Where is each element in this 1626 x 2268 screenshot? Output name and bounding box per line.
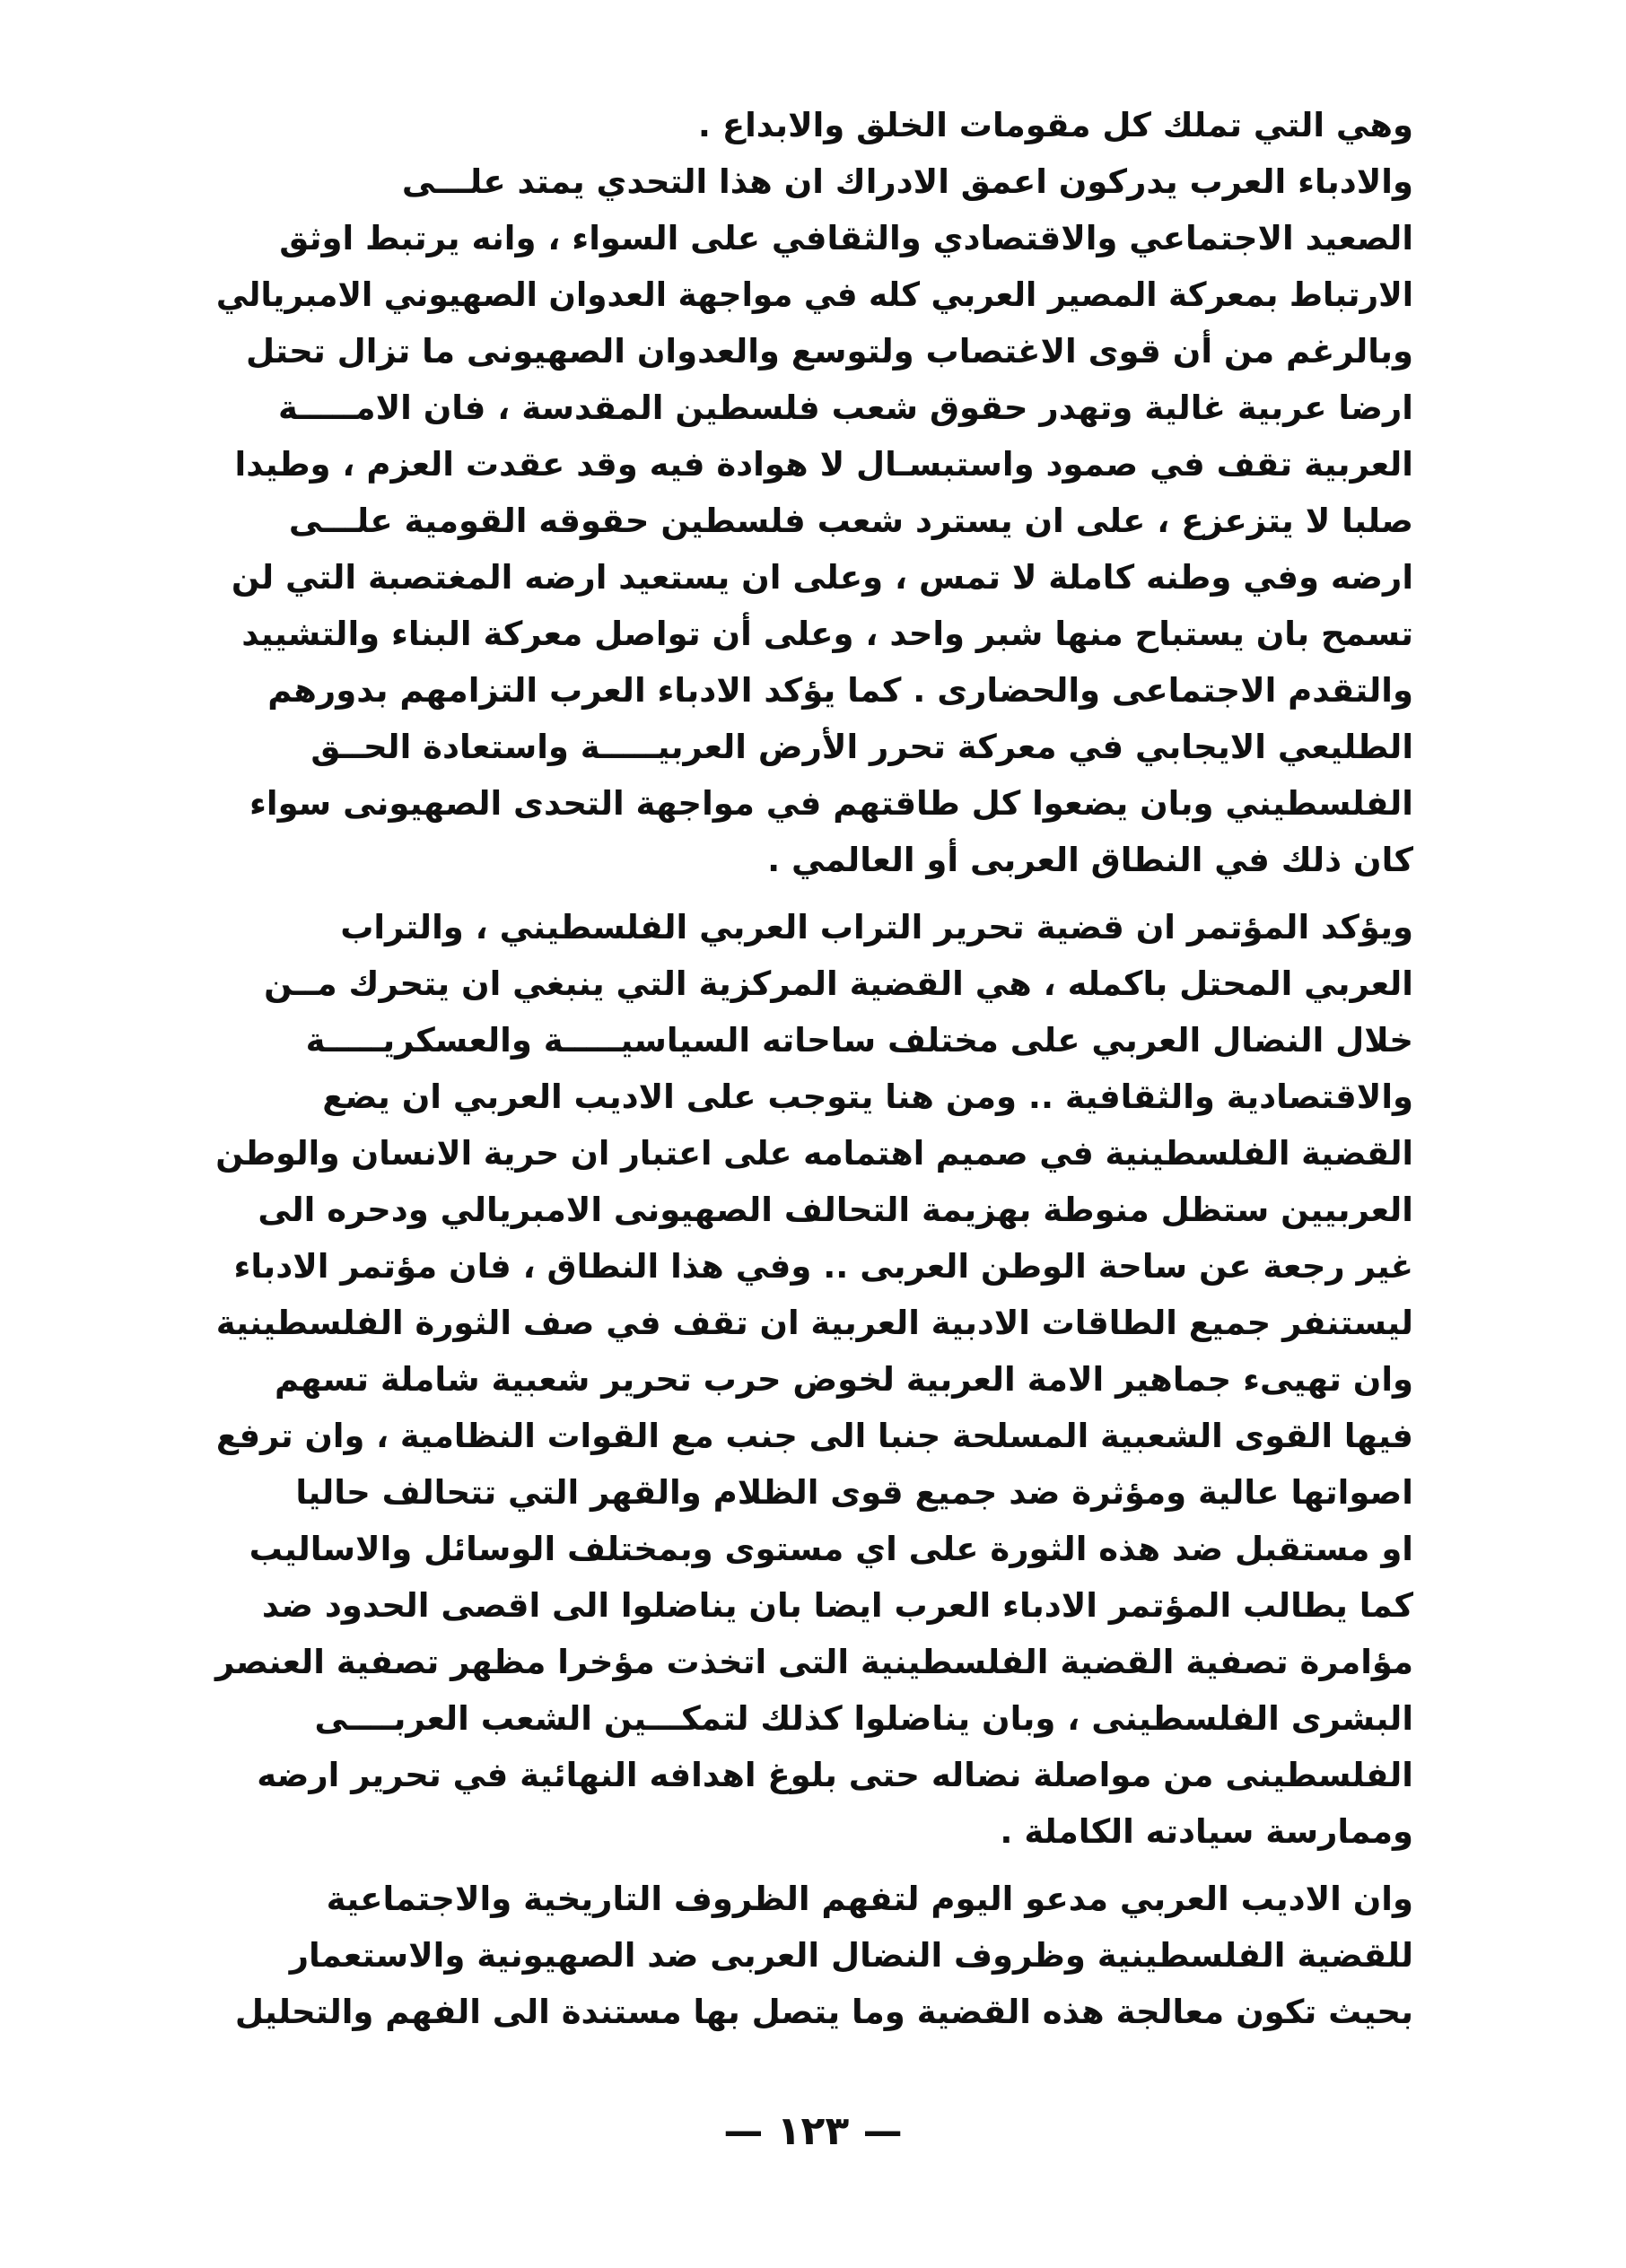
text-line: للقضية الفلسطينية وظروف النضال العربى ضد الصهيونية والاستعمار <box>289 1936 1413 1975</box>
text-line: تسمح بان يستباح منها شبر واحد ، وعلى أن تواصل معركة البناء والتشييد <box>241 615 1413 653</box>
text-line: ارضا عربية غالية وتهدر حقوق شعب فلسطين المقدسة ، فان الامـــــة <box>278 388 1413 427</box>
body-text <box>215 97 1413 2040</box>
text-line: ويؤكد المؤتمر ان قضية تحرير التراب العربي الفلسطيني ، والتراب <box>340 908 1413 946</box>
text-line: العربيين ستظل منوطة بهزيمة التحالف الصهيونى الامبريالي ودحره الى <box>258 1191 1413 1229</box>
paragraph <box>215 97 1413 153</box>
text-line: والاقتصادية والثقافية .. ومن هنا يتوجب على الاديب العربي ان يضع <box>322 1077 1413 1116</box>
text-line: البشرى الفلسطينى ، وبان يناضلوا كذلك لتمكـــين الشعب العربــــى <box>314 1699 1413 1738</box>
text-line: الفلسطينى من مواصلة نضاله حتى بلوغ اهدافه النهائية في تحرير ارضه <box>257 1756 1413 1794</box>
text-line: والادباء العرب يدركون اعمق الادراك ان هذا التحدي يمتد علـــى <box>401 162 1413 201</box>
text-line: وان تهيىء جماهير الامة العربية لخوض حرب تحرير شعبية شاملة تسهم <box>275 1360 1413 1399</box>
text-line: الارتباط بمعركة المصير العربي كله في مواجهة العدوان الصهيوني الامبريالي <box>215 275 1413 314</box>
text-line: غير رجعة عن ساحة الوطن العربى .. وفي هذا النطاق ، فان مؤتمر الادباء <box>233 1247 1413 1286</box>
text-line: كان ذلك في النطاق العربى أو العالمي . <box>767 841 1413 879</box>
text-line: بحيث تكون معالجة هذه القضية وما يتصل بها مستندة الى الفهم والتحليل <box>234 1993 1413 2031</box>
text-line: وان الاديب العربي مدعو اليوم لتفهم الظروف التاريخية والاجتماعية <box>326 1880 1413 1918</box>
text-line: وممارسة سيادته الكاملة . <box>1000 1812 1413 1851</box>
text-line: ارضه وفي وطنه كاملة لا تمس ، وعلى ان يستعيد ارضه المغتصبة التي لن <box>231 558 1413 597</box>
text-line: وبالرغم من أن قوى الاغتصاب ولتوسع والعدوان الصهيونى ما تزال تحتل <box>246 332 1413 371</box>
paragraph <box>215 899 1413 1860</box>
text-line: مؤامرة تصفية القضية الفلسطينية التى اتخذت مؤخرا مظهر تصفية العنصر <box>215 1643 1413 1681</box>
text-line: والتقدم الاجتماعى والحضارى . كما يؤكد الادباء العرب التزامهم بدورهم <box>267 671 1413 710</box>
text-line: العربي المحتل باكمله ، هي القضية المركزية التي ينبغي ان يتحرك مــن <box>264 964 1413 1003</box>
paragraph <box>215 153 1413 888</box>
text-line: او مستقبل ضد هذه الثورة على اي مستوى وبمختلف الوسائل والاساليب <box>249 1530 1413 1568</box>
text-line: صلبا لا يتزعزع ، على ان يسترد شعب فلسطين حقوقه القومية علـــى <box>288 502 1413 540</box>
page-number: — ١٢٣ — <box>723 2108 903 2154</box>
text-line: الفلسطيني وبان يضعوا كل طاقتهم في مواجهة التحدى الصهيونى سواء <box>249 784 1413 823</box>
text-line: الطليعي الايجابي في معركة تحرر الأرض العربيـــــة واستعادة الحــق <box>310 728 1413 766</box>
text-line: القضية الفلسطينية في صميم اهتمامه على اعتبار ان حرية الانسان والوطن <box>215 1134 1414 1173</box>
paragraph <box>215 1871 1413 2040</box>
paragraph-gap <box>215 888 1413 899</box>
text-line: العربية تقف في صمود واستبسـال لا هوادة فيه وقد عقدت العزم ، وطيدا <box>234 445 1413 484</box>
text-line: ليستنفر جميع الطاقات الادبية العربية ان تقف في صف الثورة الفلسطينية <box>215 1304 1413 1342</box>
paragraph-gap <box>215 1860 1413 1871</box>
text-line: وهي التي تملك كل مقومات الخلق والابداع . <box>697 106 1413 144</box>
text-line: كما يطالب المؤتمر الادباء العرب ايضا بان يناضلوا الى اقصى الحدود ضد <box>261 1586 1413 1625</box>
text-line: اصواتها عالية ومؤثرة ضد جميع قوى الظلام والقهر التي تتحالف حاليا <box>295 1473 1413 1512</box>
text-line: فيها القوى الشعبية المسلحة جنبا الى جنب مع القوات النظامية ، وان ترفع <box>215 1417 1414 1455</box>
text-line: خلال النضال العربي على مختلف ساحاته السياسيـــــة والعسكريـــــة <box>305 1021 1413 1060</box>
text-line: الصعيد الاجتماعي والاقتصادي والثقافي على السواء ، وانه يرتبط اوثق <box>279 219 1413 257</box>
